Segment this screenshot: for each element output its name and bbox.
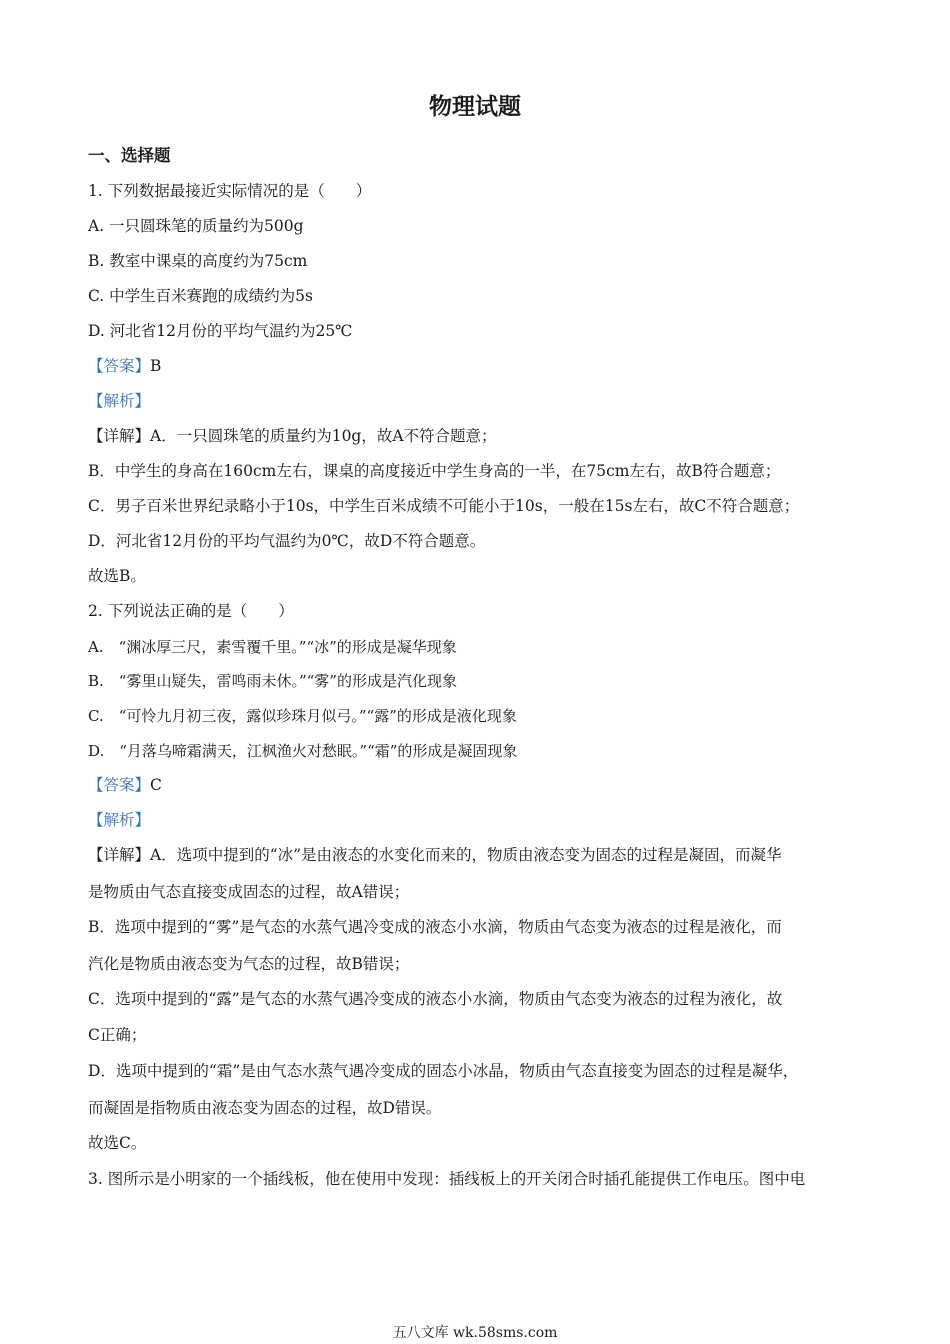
- q1-detail-line: D．河北省12月份的平均气温约为0℃，故D不符合题意。: [88, 532, 486, 550]
- q1-option-a: A. 一只圆珠笔的质量约为500g: [88, 217, 304, 235]
- q1-analysis-tag: 【解析】: [88, 392, 151, 410]
- q1-conclusion: 故选B。: [88, 567, 146, 585]
- footer-watermark: 五八文库 wk.58sms.com: [392, 1325, 558, 1341]
- q2-option-c: C. “可怜九月初三夜，露似珍珠月似弓。”“露”的形成是液化现象: [88, 707, 517, 725]
- q1-option-c: C. 中学生百米赛跑的成绩约为5s: [88, 287, 313, 305]
- q2-option-a: A. “渊冰厚三尺，素雪覆千里。”“冰”的形成是凝华现象: [88, 638, 457, 656]
- q2-detail-line: C正确；: [88, 1026, 147, 1044]
- detail-tag: 【详解】: [88, 427, 151, 445]
- detail-text: A．选项中提到的“冰”是由液态的水变化而来的，物质由液态变为固态的过程是凝固，而凝华: [150, 846, 782, 864]
- question-1-stem: 1. 下列数据最接近实际情况的是（ ）: [88, 182, 372, 200]
- q1-detail-line: B．中学生的身高在160cm左右，课桌的高度接近中学生身高的一半，在75cm左右，故B符合题意；: [88, 462, 781, 480]
- answer-tag: 【答案】: [88, 357, 151, 375]
- q2-detail-line: D．选项中提到的“霜”是由气态水蒸气遇冷变成的固态小冰晶，物质由气态直接变为固态的过程是凝华，: [88, 1062, 799, 1080]
- q2-detail-line: 而凝固是指物质由液态变为固态的过程，故D错误。: [88, 1099, 442, 1117]
- q1-option-d: D. 河北省12月份的平均气温约为25℃: [88, 322, 353, 340]
- q2-detail-line: [88, 844, 868, 866]
- question-3-stem: 3. 图所示是小明家的一个插线板，他在使用中发现：插线板上的开关闭合时插孔能提供工作电压。图中电: [88, 1170, 806, 1188]
- answer-value: C: [150, 776, 162, 794]
- q1-option-b: B. 教室中课桌的高度约为75cm: [88, 252, 308, 270]
- q2-conclusion: 故选C。: [88, 1134, 147, 1152]
- q2-option-d: D. “月落乌啼霜满天，江枫渔火对愁眠。”“霜”的形成是凝固现象: [88, 742, 518, 760]
- q1-answer: [88, 355, 868, 377]
- q2-analysis-tag: 【解析】: [88, 811, 151, 829]
- page-title: 物理试题: [429, 94, 521, 120]
- q1-detail-line: [88, 425, 868, 447]
- section-heading: 一、选择题: [88, 146, 171, 165]
- q2-detail-line: 汽化是物质由液态变为气态的过程，故B错误；: [88, 955, 410, 973]
- q2-detail-line: C．选项中提到的“露”是气态的水蒸气遇冷变成的液态小水滴，物质由气态变为液态的过程为液化，故: [88, 990, 783, 1008]
- q1-detail-line: C．男子百米世界纪录略小于10s，中学生百米成绩不可能小于10s，一般在15s左右，故C不符合题意；: [88, 497, 800, 515]
- q2-detail-line: B．选项中提到的“雾”是气态的水蒸气遇冷变成的液态小水滴，物质由气态变为液态的过程是液化，而: [88, 918, 782, 936]
- q2-detail-line: 是物质由气态直接变成固态的过程，故A错误；: [88, 883, 410, 901]
- detail-text: A．一只圆珠笔的质量约为10g，故A不符合题意；: [150, 427, 497, 445]
- q2-option-b: B. “雾里山疑失，雷鸣雨未休。”“雾”的形成是汽化现象: [88, 672, 457, 690]
- question-2-stem: 2. 下列说法正确的是（ ）: [88, 602, 294, 620]
- detail-tag: 【详解】: [88, 846, 151, 864]
- answer-tag: 【答案】: [88, 776, 151, 794]
- q2-answer: [88, 774, 868, 796]
- answer-value: B: [150, 357, 162, 375]
